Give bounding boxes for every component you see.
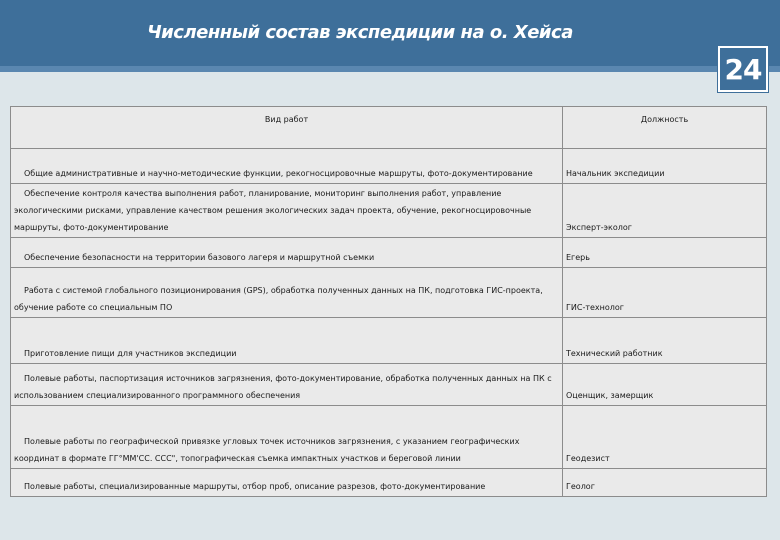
table-row <box>11 184 767 238</box>
table-row <box>11 318 767 364</box>
work-cell: Полевые работы по географической привязке угловых точек источников загрязнения, с указанием географических координат в формате ГГ°ММ'СС. ССС", топографическая съемка импактных участков и береговой линии <box>11 406 563 469</box>
work-cell: Приготовление пищи для участников экспедиции <box>11 318 563 364</box>
table-row <box>11 268 767 318</box>
table-row <box>11 149 767 184</box>
work-cell: Полевые работы, специализированные маршруты, отбор проб, описание разрезов, фото-документирование <box>11 469 563 497</box>
staff-table <box>10 106 767 497</box>
work-cell: Общие административные и научно-методические функции, рекогносцировочные маршруты, фото-документирование <box>11 149 563 184</box>
position-cell: Геолог <box>563 469 767 497</box>
table-row <box>11 364 767 406</box>
work-cell: Полевые работы, паспортизация источников загрязнения, фото-документирование, обработка полученных данных на ПК с использованием специализированного программного обеспечения <box>11 364 563 406</box>
slide-title: Численный состав экспедиции на о. Хейса <box>147 22 573 43</box>
position-cell: Эксперт-эколог <box>563 184 767 238</box>
position-cell: Технический работник <box>563 318 767 364</box>
page-number-badge: 24 <box>718 46 768 92</box>
work-cell: Обеспечение контроля качества выполнения работ, планирование, мониторинг выполнения работ, управление экологическими рисками, управление качеством решения экологических задач проекта, обучение, рекогносцировочные маршруты, фото-документирование <box>11 184 563 238</box>
work-cell: Работа с системой глобального позиционирования (GPS), обработка полученных данных на ПК, подготовка ГИС-проекта, обучение работе со специальным ПО <box>11 268 563 318</box>
table-header-row <box>11 107 767 149</box>
header-position: Должность <box>563 107 767 149</box>
work-cell: Обеспечение безопасности на территории базового лагеря и маршрутной съемки <box>11 238 563 268</box>
position-cell: Начальник экспедиции <box>563 149 767 184</box>
table-row <box>11 238 767 268</box>
position-cell: Егерь <box>563 238 767 268</box>
position-cell: ГИС-технолог <box>563 268 767 318</box>
header-underline <box>0 66 780 72</box>
header-work-type: Вид работ <box>11 107 563 149</box>
position-cell: Оценщик, замерщик <box>563 364 767 406</box>
table-row <box>11 406 767 469</box>
table-row <box>11 469 767 497</box>
position-cell: Геодезист <box>563 406 767 469</box>
